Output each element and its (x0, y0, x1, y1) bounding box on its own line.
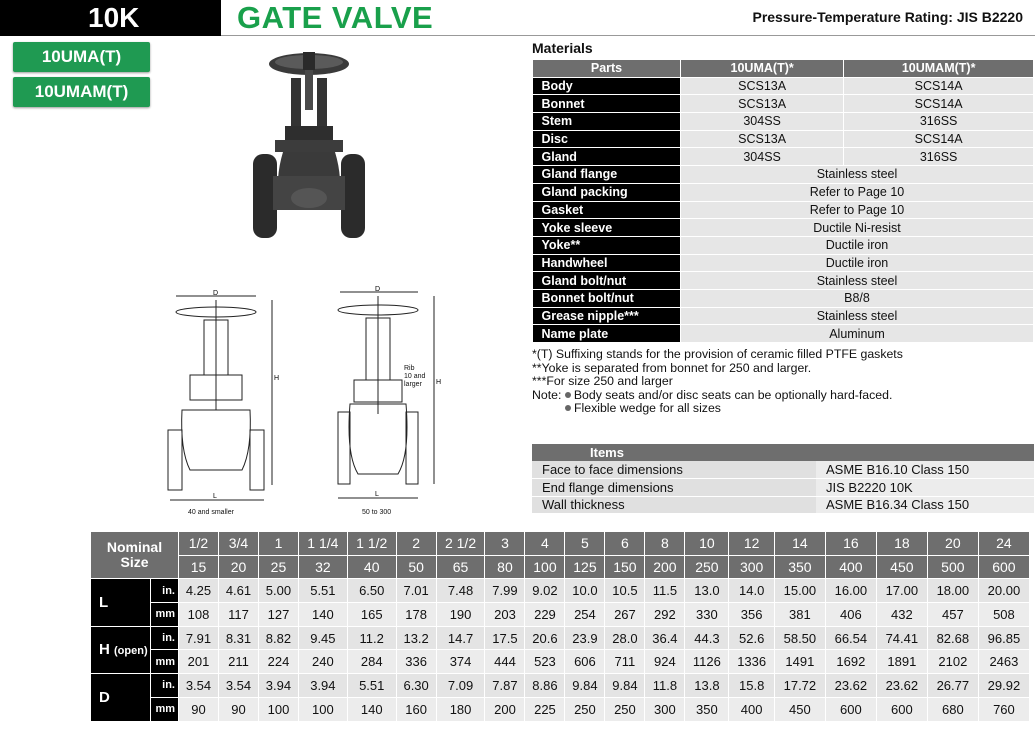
dim-value-mm: 444 (485, 650, 525, 674)
dim-value-in: 10.0 (565, 579, 605, 603)
material-part: Bonnet (533, 95, 681, 113)
note-bullet-2: Flexible wedge for all sizes (574, 401, 721, 416)
dim-value-mm: 1336 (729, 650, 774, 674)
size-inch: 2 (396, 532, 436, 556)
dim-value-mm: 200 (485, 697, 525, 721)
dim-value-mm: 90 (179, 697, 219, 721)
size-inch: 4 (525, 532, 565, 556)
materials-row (533, 289, 1034, 307)
dim-value-in: 9.02 (525, 579, 565, 603)
dim-value-mm: 680 (927, 697, 978, 721)
dim-value-in: 13.8 (685, 674, 729, 698)
dim-value-mm: 203 (485, 603, 525, 627)
dim-value-in: 7.48 (436, 579, 485, 603)
dim-value-mm: 250 (565, 697, 605, 721)
size-mm: 500 (927, 555, 978, 579)
size-mm: 400 (825, 555, 876, 579)
material-part: Disc (533, 130, 681, 148)
materials-row (533, 325, 1034, 343)
materials-title: Materials (532, 40, 593, 56)
item-name: Wall thickness (532, 496, 816, 514)
size-mm: 20 (218, 555, 258, 579)
item-name: Face to face dimensions (532, 461, 816, 479)
dim-value-mm: 356 (729, 603, 774, 627)
dim-value-in: 23.62 (825, 674, 876, 698)
dim-value-mm: 924 (645, 650, 685, 674)
dim-value-mm: 1891 (876, 650, 927, 674)
unit-mm: mm (151, 603, 179, 627)
dim-value-in: 15.8 (729, 674, 774, 698)
dim-value-in: 7.09 (436, 674, 485, 698)
size-inch: 18 (876, 532, 927, 556)
size-inch: 20 (927, 532, 978, 556)
dim-d-small: D (213, 290, 219, 297)
dim-value-mm: 450 (774, 697, 825, 721)
dim-label-text: D (99, 688, 110, 706)
dim-value-mm: 457 (927, 603, 978, 627)
material-value-10umam: SCS14A (844, 130, 1034, 148)
material-part: Body (533, 77, 681, 95)
dim-d-large: D (375, 286, 381, 293)
size-mm: 25 (258, 555, 298, 579)
dim-value-mm: 100 (258, 697, 298, 721)
size-mm: 125 (565, 555, 605, 579)
size-inch: 12 (729, 532, 774, 556)
material-value: Refer to Page 10 (681, 183, 1034, 201)
dim-row-mm (91, 603, 1030, 627)
model-badge-10uma: 10UMA(T) (13, 42, 150, 72)
size-mm-row (91, 555, 1030, 579)
dim-value-mm: 229 (525, 603, 565, 627)
dim-value-in: 52.6 (729, 626, 774, 650)
dim-value-in: 5.00 (258, 579, 298, 603)
dim-row-in (91, 626, 1030, 650)
size-mm: 80 (485, 555, 525, 579)
dim-value-in: 3.94 (258, 674, 298, 698)
page-title: GATE VALVE (237, 0, 434, 35)
dim-value-mm: 292 (645, 603, 685, 627)
item-name: End flange dimensions (532, 479, 816, 497)
dim-value-in: 3.54 (218, 674, 258, 698)
dim-value-mm: 600 (825, 697, 876, 721)
dim-value-in: 5.51 (347, 674, 396, 698)
caption-large: 50 to 300 (362, 509, 392, 516)
dim-value-in: 6.50 (347, 579, 396, 603)
unit-in: in. (151, 626, 179, 650)
dim-value-in: 13.0 (685, 579, 729, 603)
dim-value-in: 20.6 (525, 626, 565, 650)
material-part: Yoke** (533, 236, 681, 254)
unit-mm: mm (151, 697, 179, 721)
dim-value-in: 8.31 (218, 626, 258, 650)
materials-header-10umam: 10UMAM(T)* (844, 60, 1034, 78)
dim-value-mm: 374 (436, 650, 485, 674)
dim-l-large: L (375, 491, 379, 498)
dim-value-mm: 1126 (685, 650, 729, 674)
dim-value-in: 17.00 (876, 579, 927, 603)
material-value: B8/8 (681, 289, 1034, 307)
unit-mm: mm (151, 650, 179, 674)
dim-label-text: L (99, 594, 109, 612)
material-part: Grease nipple*** (533, 307, 681, 325)
dimensions-table (90, 531, 1030, 722)
material-part: Bonnet bolt/nut (533, 289, 681, 307)
dim-value-in: 7.01 (396, 579, 436, 603)
material-value-10uma: 304SS (681, 148, 844, 166)
caption-small: 40 and smaller (188, 509, 234, 516)
dim-h-small: H (274, 375, 280, 382)
material-value-10uma: SCS13A (681, 77, 844, 95)
rib-note-line1: Rib (404, 365, 415, 372)
dim-value-in: 74.41 (876, 626, 927, 650)
dim-value-mm: 350 (685, 697, 729, 721)
material-value-10umam: SCS14A (844, 95, 1034, 113)
materials-row (533, 219, 1034, 237)
dim-row-mm (91, 697, 1030, 721)
size-mm: 65 (436, 555, 485, 579)
dim-value-mm: 100 (298, 697, 347, 721)
bullet-icon (565, 392, 571, 398)
dim-value-in: 8.86 (525, 674, 565, 698)
note-1: *(T) Suffixing stands for the provision of ceramic filled PTFE gaskets (532, 347, 903, 361)
dim-value-in: 17.5 (485, 626, 525, 650)
dim-value-mm: 508 (978, 603, 1029, 627)
unit-in: in. (151, 674, 179, 698)
items-row (532, 479, 1034, 497)
size-mm: 32 (298, 555, 347, 579)
dim-value-mm: 117 (218, 603, 258, 627)
dim-value-mm: 211 (218, 650, 258, 674)
note-3: ***For size 250 and larger (532, 374, 673, 389)
dim-value-mm: 711 (605, 650, 645, 674)
dim-value-in: 36.4 (645, 626, 685, 650)
items-row (532, 461, 1034, 479)
dim-label-text: H (99, 641, 110, 659)
dim-value-in: 44.3 (685, 626, 729, 650)
items-header: Items (532, 444, 1034, 461)
dim-value-in: 4.25 (179, 579, 219, 603)
size-mm: 200 (645, 555, 685, 579)
material-value-10uma: 304SS (681, 113, 844, 131)
dim-value-mm: 140 (298, 603, 347, 627)
size-inch: 3 (485, 532, 525, 556)
dim-value-in: 11.2 (347, 626, 396, 650)
materials-row (533, 148, 1034, 166)
dim-row-in (91, 674, 1030, 698)
size-mm: 100 (525, 555, 565, 579)
material-part: Gland packing (533, 183, 681, 201)
dim-label-sub: (open) (114, 645, 148, 658)
dim-value-in: 4.61 (218, 579, 258, 603)
materials-row (533, 254, 1034, 272)
size-mm: 300 (729, 555, 774, 579)
note-bullet-1: Body seats and/or disc seats can be optionally hard-faced. (573, 387, 893, 402)
dim-value-in: 6.30 (396, 674, 436, 698)
rib-note-line3: larger (404, 381, 422, 388)
dim-value-mm: 523 (525, 650, 565, 674)
item-value: JIS B2220 10K (816, 479, 1034, 497)
dim-value-in: 96.85 (978, 626, 1029, 650)
dim-value-mm: 336 (396, 650, 436, 674)
material-value: Stainless steel (681, 272, 1034, 290)
materials-row (533, 307, 1034, 325)
dim-value-mm: 284 (347, 650, 396, 674)
dim-value-in: 5.51 (298, 579, 347, 603)
dim-value-mm: 406 (825, 603, 876, 627)
materials-row (533, 272, 1034, 290)
dim-value-mm: 381 (774, 603, 825, 627)
material-part: Gasket (533, 201, 681, 219)
dim-value-mm: 2463 (978, 650, 1029, 674)
dim-value-in: 23.9 (565, 626, 605, 650)
dim-value-in: 7.99 (485, 579, 525, 603)
materials-header-parts: Parts (533, 60, 681, 78)
model-badge-10umam: 10UMAM(T) (13, 77, 150, 107)
dim-value-in: 26.77 (927, 674, 978, 698)
drawing-large (334, 284, 444, 510)
size-inch: 14 (774, 532, 825, 556)
dim-value-in: 3.94 (298, 674, 347, 698)
dim-value-mm: 400 (729, 697, 774, 721)
dim-value-in: 13.2 (396, 626, 436, 650)
nominal-label-2: Size (120, 554, 149, 571)
material-value: Aluminum (681, 325, 1034, 343)
dim-value-in: 7.91 (179, 626, 219, 650)
material-value: Ductile iron (681, 236, 1034, 254)
material-value-10uma: SCS13A (681, 95, 844, 113)
material-value-10uma: SCS13A (681, 130, 844, 148)
nominal-size-label (91, 532, 179, 579)
material-value: Refer to Page 10 (681, 201, 1034, 219)
dim-value-mm: 760 (978, 697, 1029, 721)
size-mm: 15 (179, 555, 219, 579)
material-value-10umam: SCS14A (844, 77, 1034, 95)
dim-value-mm: 224 (258, 650, 298, 674)
dim-value-mm: 250 (605, 697, 645, 721)
size-mm: 50 (396, 555, 436, 579)
rib-note (404, 365, 425, 389)
dim-value-in: 82.68 (927, 626, 978, 650)
note-label: Note: (532, 387, 562, 402)
dim-row-in (91, 579, 1030, 603)
items-table (532, 444, 1034, 514)
dim-value-mm: 330 (685, 603, 729, 627)
dim-value-in: 16.00 (825, 579, 876, 603)
dim-value-mm: 1692 (825, 650, 876, 674)
materials-row (533, 236, 1034, 254)
material-value: Ductile iron (681, 254, 1034, 272)
dim-value-mm: 254 (565, 603, 605, 627)
size-inch: 24 (978, 532, 1029, 556)
dim-row-mm (91, 650, 1030, 674)
dim-value-in: 10.5 (605, 579, 645, 603)
dim-value-in: 18.00 (927, 579, 978, 603)
dim-value-mm: 267 (605, 603, 645, 627)
dim-value-mm: 1491 (774, 650, 825, 674)
materials-table (532, 59, 1034, 343)
rib-note-line2: 10 and (404, 373, 426, 380)
dim-value-mm: 300 (645, 697, 685, 721)
dim-value-in: 15.00 (774, 579, 825, 603)
dim-value-in: 7.87 (485, 674, 525, 698)
size-inch: 8 (645, 532, 685, 556)
nominal-label-1: Nominal (106, 539, 163, 556)
rating-label: Pressure-Temperature Rating: JIS B2220 (752, 9, 1023, 25)
dim-value-mm: 165 (347, 603, 396, 627)
material-part: Stem (533, 113, 681, 131)
size-inch: 2 1/2 (436, 532, 485, 556)
materials-row (533, 166, 1034, 184)
dim-value-in: 3.54 (179, 674, 219, 698)
size-mm: 250 (685, 555, 729, 579)
material-value-10umam: 316SS (844, 113, 1034, 131)
dim-value-in: 17.72 (774, 674, 825, 698)
material-part: Name plate (533, 325, 681, 343)
materials-row (533, 113, 1034, 131)
size-inch: 1/2 (179, 532, 219, 556)
dim-value-in: 28.0 (605, 626, 645, 650)
materials-header-10uma: 10UMA(T)* (681, 60, 844, 78)
size-mm: 450 (876, 555, 927, 579)
material-part: Gland (533, 148, 681, 166)
size-mm: 600 (978, 555, 1029, 579)
dim-value-mm: 432 (876, 603, 927, 627)
size-inch: 1 1/2 (347, 532, 396, 556)
dim-value-in: 8.82 (258, 626, 298, 650)
material-part: Gland flange (533, 166, 681, 184)
dim-value-mm: 606 (565, 650, 605, 674)
size-inch: 6 (605, 532, 645, 556)
dim-value-in: 9.84 (565, 674, 605, 698)
dim-value-in: 11.5 (645, 579, 685, 603)
dim-value-in: 9.45 (298, 626, 347, 650)
material-value: Stainless steel (681, 166, 1034, 184)
dim-value-mm: 190 (436, 603, 485, 627)
header-divider (221, 35, 1035, 36)
dim-value-mm: 90 (218, 697, 258, 721)
item-value: ASME B16.10 Class 150 (816, 461, 1034, 479)
material-part: Yoke sleeve (533, 219, 681, 237)
valve-photo (245, 48, 370, 246)
dim-label-l (91, 579, 151, 626)
size-inch: 1 1/4 (298, 532, 347, 556)
size-inch-row (91, 532, 1030, 556)
dim-value-in: 29.92 (978, 674, 1029, 698)
material-value-10umam: 316SS (844, 148, 1034, 166)
items-row (532, 496, 1034, 514)
materials-row (533, 183, 1034, 201)
size-mm: 150 (605, 555, 645, 579)
pressure-class-label: 10K (0, 0, 221, 36)
materials-row (533, 201, 1034, 219)
dim-value-in: 20.00 (978, 579, 1029, 603)
dim-value-mm: 2102 (927, 650, 978, 674)
size-inch: 5 (565, 532, 605, 556)
size-inch: 3/4 (218, 532, 258, 556)
dim-value-mm: 178 (396, 603, 436, 627)
unit-in: in. (151, 579, 179, 603)
dim-value-in: 9.84 (605, 674, 645, 698)
dim-h-large: H (436, 379, 442, 386)
materials-row (533, 95, 1034, 113)
material-part: Gland bolt/nut (533, 272, 681, 290)
material-part: Handwheel (533, 254, 681, 272)
size-inch: 1 (258, 532, 298, 556)
materials-row (533, 130, 1034, 148)
dim-value-in: 58.50 (774, 626, 825, 650)
dim-value-mm: 600 (876, 697, 927, 721)
dim-value-mm: 108 (179, 603, 219, 627)
dim-value-mm: 201 (179, 650, 219, 674)
dim-value-in: 11.8 (645, 674, 685, 698)
dim-value-in: 14.0 (729, 579, 774, 603)
size-mm: 40 (347, 555, 396, 579)
dim-value-mm: 127 (258, 603, 298, 627)
dim-value-in: 23.62 (876, 674, 927, 698)
notes (532, 348, 903, 416)
dim-label-h (91, 626, 151, 673)
dim-value-in: 14.7 (436, 626, 485, 650)
dim-value-mm: 140 (347, 697, 396, 721)
materials-row (533, 77, 1034, 95)
dim-label-d (91, 674, 151, 721)
dim-value-mm: 180 (436, 697, 485, 721)
bullet-icon (565, 405, 571, 411)
item-value: ASME B16.34 Class 150 (816, 496, 1034, 514)
dim-value-in: 66.54 (825, 626, 876, 650)
drawing-small (160, 290, 280, 510)
dim-l-small: L (213, 493, 217, 500)
dim-value-mm: 240 (298, 650, 347, 674)
material-value: Stainless steel (681, 307, 1034, 325)
material-value: Ductile Ni-resist (681, 219, 1034, 237)
dim-value-mm: 160 (396, 697, 436, 721)
size-inch: 16 (825, 532, 876, 556)
dim-value-mm: 225 (525, 697, 565, 721)
size-mm: 350 (774, 555, 825, 579)
note-2: **Yoke is separated from bonnet for 250 and larger. (532, 360, 812, 375)
size-inch: 10 (685, 532, 729, 556)
